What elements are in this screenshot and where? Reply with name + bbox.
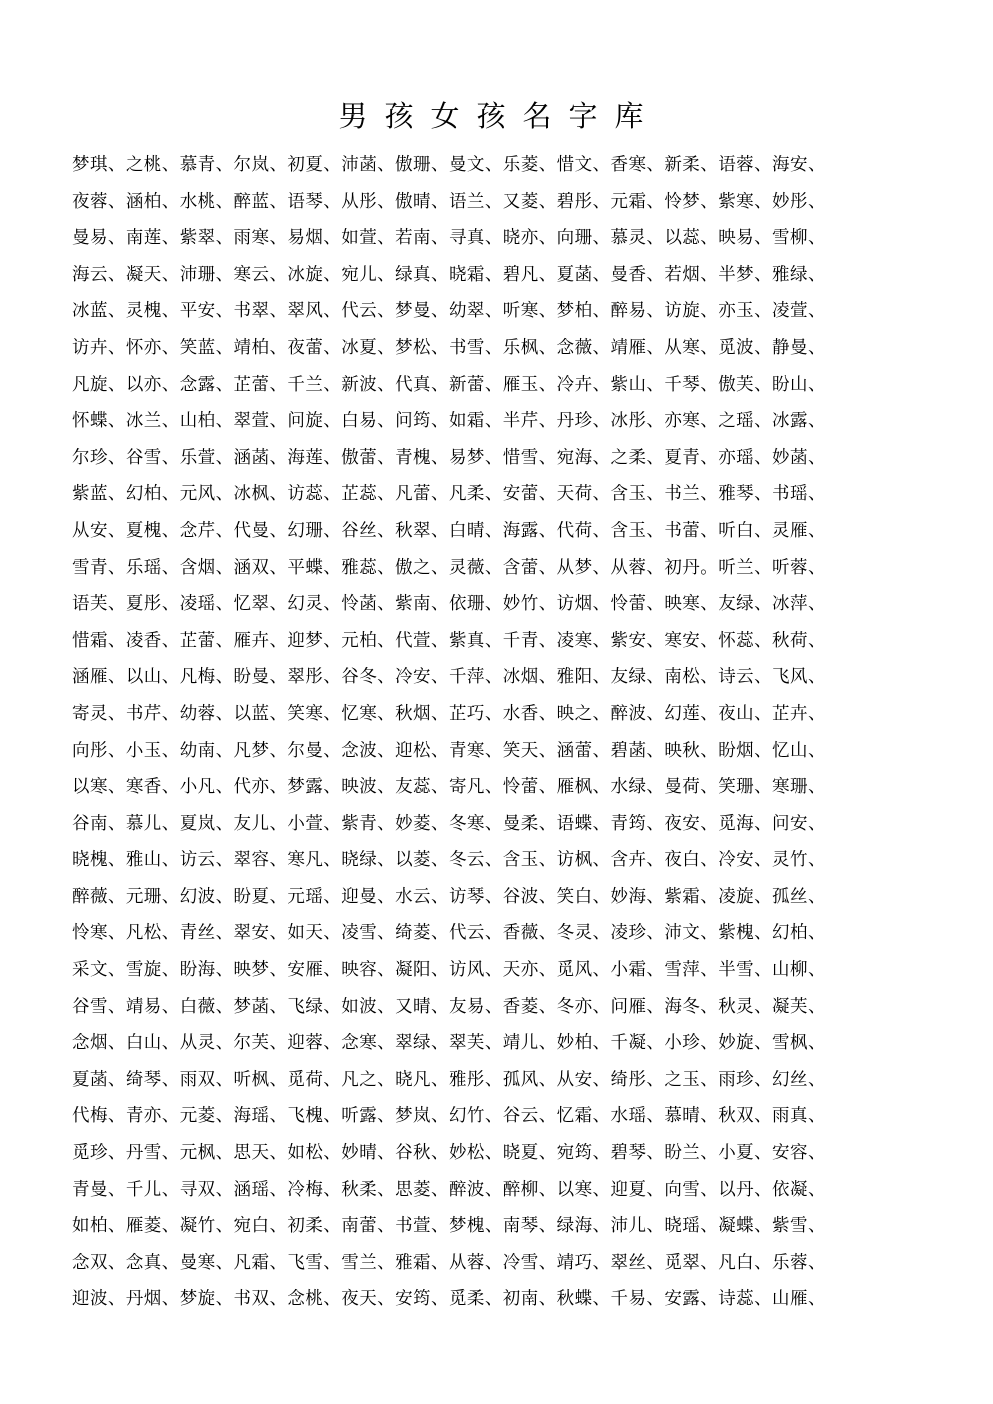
name-line: 从安、夏槐、念芹、代曼、幻珊、谷丝、秋翠、白晴、海露、代荷、含玉、书蕾、听白、灵雁、 [72, 520, 826, 541]
name-line: 向彤、小玉、幼南、凡梦、尔曼、念波、迎松、青寒、笑天、涵蕾、碧菡、映秋、盼烟、忆山、 [72, 740, 826, 761]
name-line: 如柏、雁菱、凝竹、宛白、初柔、南蕾、书萱、梦槐、南琴、绿海、沛儿、晓瑶、凝蝶、紫雪、 [72, 1216, 826, 1237]
name-line: 紫蓝、幻柏、元风、冰枫、访蕊、芷蕊、凡蕾、凡柔、安蕾、天荷、含玉、书兰、雅琴、书瑶、 [72, 484, 826, 505]
name-line: 谷雪、靖易、白薇、梦菡、飞绿、如波、又晴、友易、香菱、冬亦、问雁、海冬、秋灵、凝芙、 [72, 996, 826, 1017]
name-line: 冰蓝、灵槐、平安、书翠、翠风、代云、梦曼、幼翠、听寒、梦柏、醉易、访旋、亦玉、凌萱、 [72, 301, 826, 322]
name-line: 访卉、怀亦、笑蓝、靖柏、夜蕾、冰夏、梦松、书雪、乐枫、念薇、靖雁、从寒、觅波、静曼、 [72, 337, 826, 358]
name-line: 以寒、寒香、小凡、代亦、梦露、映波、友蕊、寄凡、怜蕾、雁枫、水绿、曼荷、笑珊、寒珊、 [72, 777, 826, 798]
name-line: 凡旋、以亦、念露、芷蕾、千兰、新波、代真、新蕾、雁玉、冷卉、紫山、千琴、傲芙、盼山、 [72, 374, 826, 395]
name-line: 尔珍、谷雪、乐萱、涵菡、海莲、傲蕾、青槐、易梦、惜雪、宛海、之柔、夏青、亦瑶、妙菡、 [72, 447, 826, 468]
name-line: 念双、念真、曼寒、凡霜、飞雪、雪兰、雅霜、从蓉、冷雪、靖巧、翠丝、觅翠、凡白、乐蓉、 [72, 1252, 826, 1273]
name-line: 青曼、千儿、寻双、涵瑶、冷梅、秋柔、思菱、醉波、醉柳、以寒、迎夏、向雪、以丹、依凝、 [72, 1179, 826, 1200]
name-line: 代梅、青亦、元菱、海瑶、飞槐、听露、梦岚、幻竹、谷云、忆霜、水瑶、慕晴、秋双、雨真、 [72, 1106, 826, 1127]
name-line: 雪青、乐瑶、含烟、涵双、平蝶、雅蕊、傲之、灵薇、含蕾、从梦、从蓉、初丹。听兰、听蓉、 [72, 557, 826, 578]
name-line: 怀蝶、冰兰、山柏、翠萱、问旋、白易、问筠、如霜、半芹、丹珍、冰彤、亦寒、之瑶、冰露、 [72, 411, 826, 432]
name-line: 曼易、南莲、紫翠、雨寒、易烟、如萱、若南、寻真、晓亦、向珊、慕灵、以蕊、映易、雪柳、 [72, 228, 826, 249]
page-title: 男孩女孩名字库 [338, 99, 661, 133]
name-line: 念烟、白山、从灵、尔芙、迎蓉、念寒、翠绿、翠芙、靖儿、妙柏、千凝、小珍、妙旋、雪枫、 [72, 1033, 826, 1054]
name-line: 夜蓉、涵柏、水桃、醉蓝、语琴、从彤、傲晴、语兰、又菱、碧彤、元霜、怜梦、紫寒、妙彤、 [72, 191, 826, 212]
name-line: 语芙、夏彤、凌瑶、忆翠、幻灵、怜菡、紫南、依珊、妙竹、访烟、怜蕾、映寒、友绿、冰萍、 [72, 594, 826, 615]
name-line: 梦琪、之桃、慕青、尔岚、初夏、沛菡、傲珊、曼文、乐菱、惜文、香寒、新柔、语蓉、海安、 [72, 155, 826, 175]
name-line: 涵雁、以山、凡梅、盼曼、翠彤、谷冬、冷安、千萍、冰烟、雅阳、友绿、南松、诗云、飞风、 [72, 667, 826, 688]
name-line: 觅珍、丹雪、元枫、思天、如松、妙晴、谷秋、妙松、晓夏、宛筠、碧琴、盼兰、小夏、安容、 [72, 1143, 826, 1164]
name-list [72, 147, 932, 1318]
name-line: 惜霜、凌香、芷蕾、雁卉、迎梦、元柏、代萱、紫真、千青、凌寒、紫安、寒安、怀蕊、秋荷、 [72, 630, 826, 651]
name-line: 怜寒、凡松、青丝、翠安、如天、凌雪、绮菱、代云、香薇、冬灵、凌珍、沛文、紫槐、幻柏、 [72, 923, 826, 944]
name-line: 采文、雪旋、盼海、映梦、安雁、映容、凝阳、访风、天亦、觅风、小霜、雪萍、半雪、山柳、 [72, 960, 826, 981]
name-line: 谷南、慕儿、夏岚、友儿、小萱、紫青、妙菱、冬寒、曼柔、语蝶、青筠、夜安、觅海、问安、 [72, 813, 826, 834]
name-line: 海云、凝天、沛珊、寒云、冰旋、宛儿、绿真、晓霜、碧凡、夏菡、曼香、若烟、半梦、雅绿、 [72, 264, 826, 285]
name-line: 醉薇、元珊、幻波、盼夏、元瑶、迎曼、水云、访琴、谷波、笑白、妙海、紫霜、凌旋、孤丝、 [72, 886, 826, 907]
name-line: 夏菡、绮琴、雨双、听枫、觅荷、凡之、晓凡、雅彤、孤风、从安、绮彤、之玉、雨珍、幻丝、 [72, 1069, 826, 1090]
name-line: 迎波、丹烟、梦旋、书双、念桃、夜天、安筠、觅柔、初南、秋蝶、千易、安露、诗蕊、山雁、 [72, 1289, 826, 1310]
name-line: 寄灵、书芹、幼蓉、以蓝、笑寒、忆寒、秋烟、芷巧、水香、映之、醉波、幻莲、夜山、芷卉、 [72, 703, 826, 724]
name-line: 晓槐、雅山、访云、翠容、寒凡、晓绿、以菱、冬云、含玉、访枫、含卉、夜白、冷安、灵竹、 [72, 850, 826, 871]
